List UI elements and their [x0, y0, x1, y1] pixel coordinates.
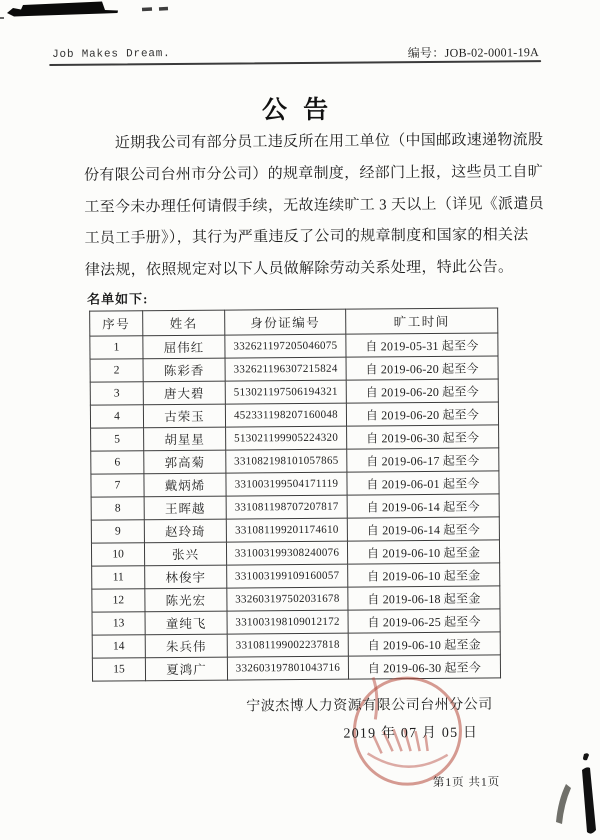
roster-table [89, 307, 501, 681]
table-row [92, 586, 500, 612]
cell-index: 9 [91, 520, 144, 543]
cell-id-number: 332621197205046075 [225, 334, 346, 358]
slogan-text: Job Makes Dream. [52, 48, 171, 61]
cell-index: 2 [90, 359, 143, 382]
cell-absence-period: 自 2019-05-31 起至今 [346, 333, 498, 357]
table-row [92, 632, 500, 658]
cell-name: 戴炳烯 [144, 473, 226, 497]
table-row [91, 448, 499, 474]
cell-index: 6 [91, 451, 144, 474]
cell-id-number: 331081199201174610 [226, 518, 347, 542]
cell-absence-period: 自 2019-06-14 起至今 [347, 517, 499, 541]
cell-absence-period: 自 2019-06-30 起至今 [348, 655, 500, 679]
cell-index: 11 [92, 566, 145, 589]
cell-name: 屈伟红 [143, 335, 225, 359]
cell-index: 7 [91, 474, 144, 497]
cell-id-number: 332621196307215824 [225, 357, 346, 381]
cell-name: 张兴 [144, 542, 226, 566]
cell-id-number: 513021199905224320 [226, 426, 347, 450]
cell-absence-period: 自 2019-06-20 起至今 [346, 402, 498, 426]
table-row [90, 402, 498, 428]
cell-id-number: 331003198109012172 [227, 610, 348, 634]
cell-name: 夏鸿广 [145, 657, 227, 681]
doc-number-label: 编号： [407, 45, 445, 61]
cell-index: 8 [91, 497, 144, 520]
cell-index: 10 [91, 543, 144, 566]
cell-name: 郭高菊 [144, 450, 226, 474]
cell-id-number: 452331198207160048 [225, 403, 346, 427]
body-line: 份有限公司台州市分公司）的规章制度，经部门上报，这些员工自旷 [84, 163, 544, 184]
cell-name: 林俊宇 [145, 565, 227, 589]
table-row [91, 425, 499, 451]
issue-date: 2019 年 07 月 05 日 [343, 725, 479, 742]
cell-name: 童纯飞 [145, 611, 227, 635]
cell-absence-period: 自 2019-06-18 起至金 [348, 586, 500, 610]
cell-id-number: 331003199109160057 [227, 564, 348, 588]
cell-name: 唐大碧 [143, 381, 225, 405]
cell-absence-period: 自 2019-06-14 起至今 [347, 494, 499, 518]
cell-name: 古荣玉 [143, 404, 225, 428]
scan-artifact-bottom-right [540, 742, 600, 840]
cell-id-number: 331081199002237818 [227, 633, 348, 657]
cell-id-number: 513021197506194321 [225, 380, 346, 404]
cell-id-number: 332603197801043716 [227, 656, 348, 680]
body-line: 律法规，依照规定对以下人员做解除劳动关系处理，特此公告。 [84, 259, 514, 279]
table-row [90, 333, 498, 359]
cell-index: 3 [90, 382, 143, 405]
cell-index: 15 [92, 658, 145, 681]
cell-name: 陈光宏 [145, 588, 227, 612]
cell-id-number: 331081198707207817 [226, 495, 347, 519]
cell-absence-period: 自 2019-06-10 起至金 [348, 632, 500, 656]
table-row [92, 563, 500, 589]
cell-index: 12 [92, 589, 145, 612]
cell-absence-period: 自 2019-06-10 起至金 [348, 563, 500, 587]
cell-id-number: 332603197502031678 [227, 587, 348, 611]
cell-index: 14 [92, 635, 145, 658]
col-header-index: 序号 [90, 311, 143, 336]
header-rule [49, 60, 541, 66]
table-row [91, 471, 499, 497]
body-line: 工至今未办理任何请假手续，无故连续旷工 3 天以上（详见《派遣员 [84, 195, 544, 216]
cell-index: 1 [90, 336, 143, 359]
cell-absence-period: 自 2019-06-10 起至金 [347, 540, 499, 564]
cell-absence-period: 自 2019-06-01 起至今 [347, 471, 499, 495]
cell-index: 13 [92, 612, 145, 635]
doc-number-value: JOB-02-0001-19A [444, 45, 540, 60]
table-row [91, 517, 499, 543]
page-number: 第1页 共1页 [432, 776, 501, 789]
cell-id-number: 331082198101057865 [226, 449, 347, 473]
body-line: 近期我公司有部分员工违反所在用工单位（中国邮政速递物流股 [114, 132, 544, 152]
list-intro: 名单如下: [86, 291, 149, 307]
cell-name: 赵玲琦 [144, 519, 226, 543]
col-header-name: 姓名 [143, 310, 225, 336]
cell-absence-period: 自 2019-06-20 起至今 [346, 379, 498, 403]
page-title: 公 告 [261, 96, 334, 125]
table-row [91, 494, 499, 520]
cell-index: 4 [90, 405, 143, 428]
cell-name: 陈彩香 [143, 358, 225, 382]
cell-index: 5 [91, 428, 144, 451]
table-row [91, 540, 499, 566]
table-row [90, 379, 498, 405]
col-header-absence-period: 旷工时间 [346, 308, 498, 334]
cell-id-number: 331003199504171119 [226, 472, 347, 496]
table-row [90, 356, 498, 382]
table-row [92, 609, 500, 635]
doc-number [408, 43, 540, 61]
table-header-row [90, 308, 498, 336]
col-header-id-number: 身份证编号 [225, 309, 346, 335]
company-signature: 宁波杰博人力资源有限公司台州分公司 [246, 697, 493, 715]
announcement-body [84, 125, 551, 288]
cell-absence-period: 自 2019-06-30 起至今 [347, 425, 499, 449]
cell-id-number: 331003199308240076 [226, 541, 347, 565]
cell-absence-period: 自 2019-06-20 起至今 [346, 356, 498, 380]
body-line: 工员工手册》），其行为严重违反了公司的规章制度和国家的相关法 [84, 227, 529, 248]
cell-absence-period: 自 2019-06-17 起至今 [347, 448, 499, 472]
cell-absence-period: 自 2019-06-25 起至今 [348, 609, 500, 633]
cell-name: 朱兵伟 [145, 634, 227, 658]
cell-name: 胡星星 [144, 427, 226, 451]
cell-name: 王晖越 [144, 496, 226, 520]
